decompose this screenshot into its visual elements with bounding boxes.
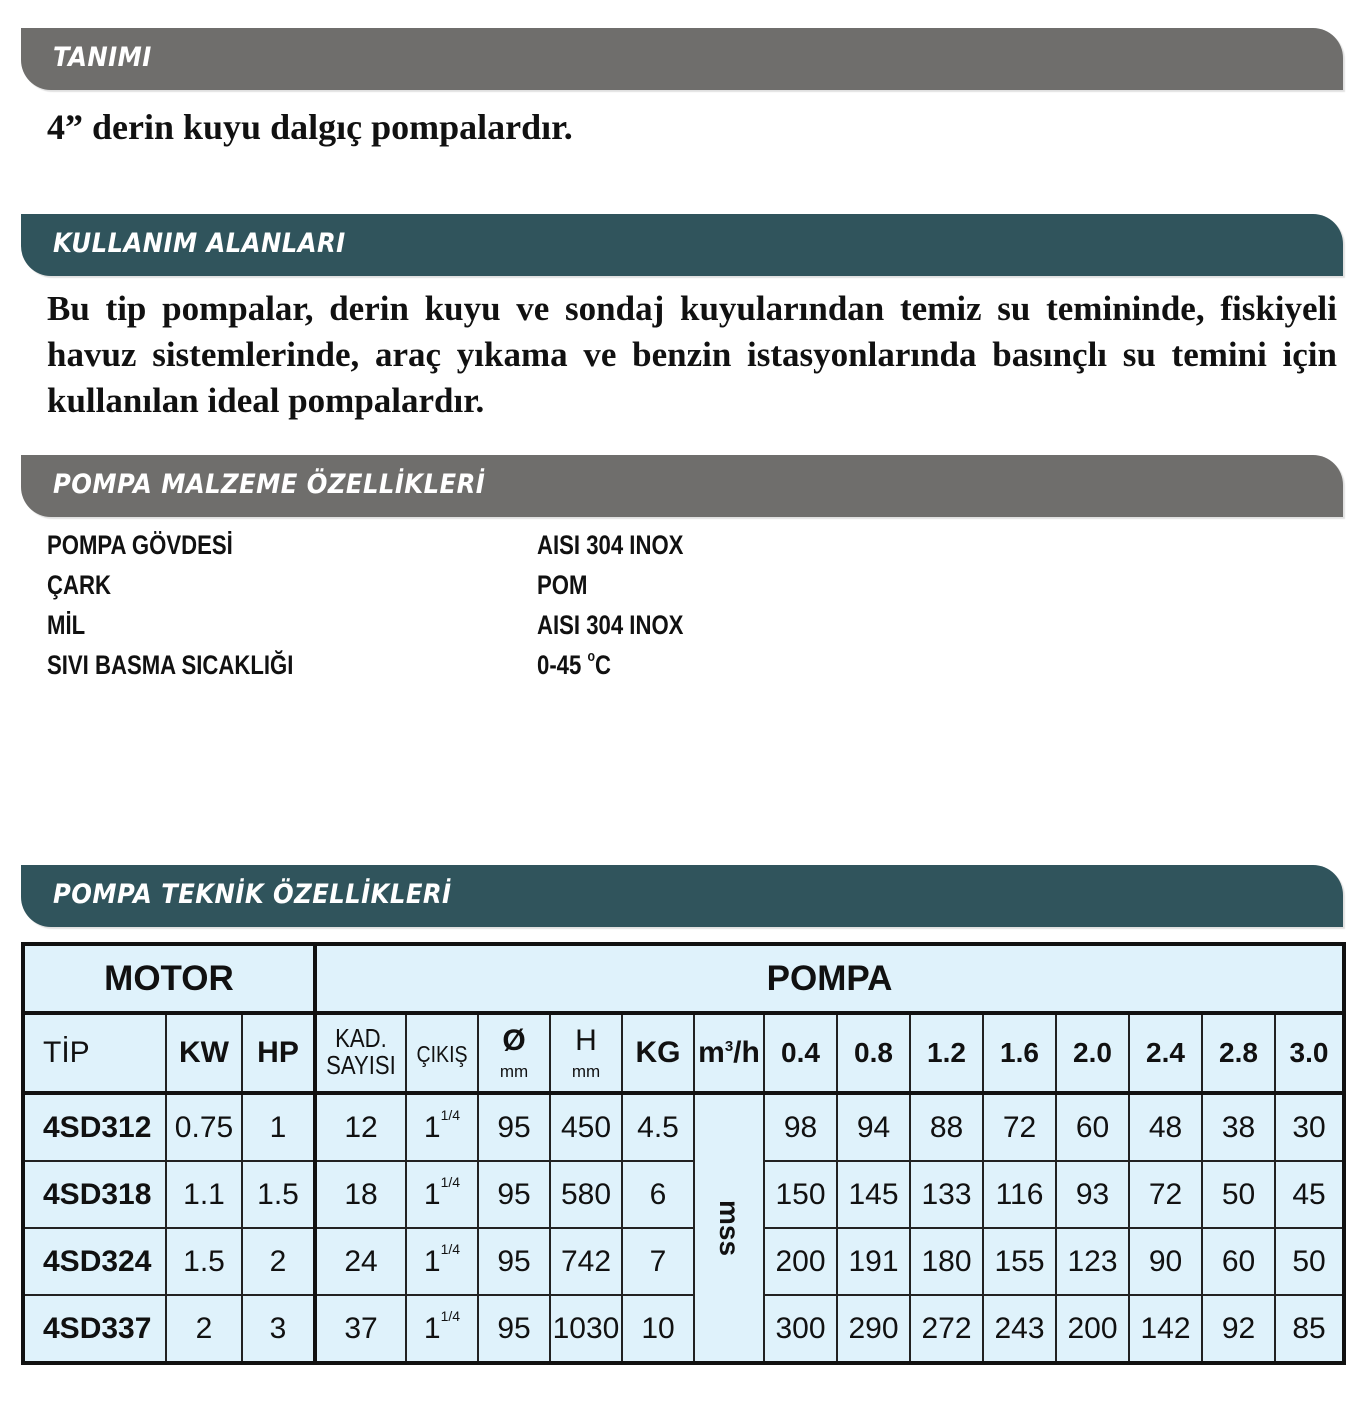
cell-head: 72 [1129,1161,1202,1228]
cell-head: 272 [910,1295,983,1363]
cell-diameter: 95 [478,1093,550,1161]
header-kg: KG [622,1013,694,1093]
cell-cikis [406,1161,478,1228]
header-kad-line1: KAD. [335,1022,387,1053]
cell-tip: 4SD318 [23,1161,166,1228]
cikis-fraction: 1/4 [440,1307,461,1324]
header-flow-unit [694,1013,764,1093]
material-value-shaft: AISI 304 INOX [537,610,684,640]
cell-kg: 10 [622,1295,694,1363]
material-label-shaft: MİL [47,610,86,640]
head-unit-cell [694,1093,764,1363]
cell-tip: 4SD324 [23,1228,166,1295]
table-row [23,1093,1344,1161]
degree-symbol: o [587,648,596,665]
cell-head: 88 [910,1093,983,1161]
cikis-whole: 1 [423,1311,441,1345]
cell-tip: 4SD337 [23,1295,166,1363]
header-flow: 2.8 [1202,1013,1275,1093]
header-flow: 1.2 [910,1013,983,1093]
cikis-fraction: 1/4 [440,1106,461,1123]
cell-head: 133 [910,1161,983,1228]
cell-head: 145 [837,1161,910,1228]
cikis-fraction: 1/4 [440,1173,461,1190]
cell-diameter: 95 [478,1161,550,1228]
cell-head: 155 [983,1228,1056,1295]
temperature-range: 0-45 [537,650,582,680]
table-row [23,1161,1344,1228]
cell-diameter: 95 [478,1295,550,1363]
section-header-malzeme [21,455,1343,517]
header-tip: TİP [23,1013,166,1093]
cell-head: 243 [983,1295,1056,1363]
header-flow: 2.0 [1056,1013,1129,1093]
cell-head: 48 [1129,1093,1202,1161]
cell-head: 93 [1056,1161,1129,1228]
header-kad-sayisi [315,1013,406,1093]
cell-head: 191 [837,1228,910,1295]
cell-head: 92 [1202,1295,1275,1363]
cell-kad: 12 [315,1093,406,1161]
cell-head: 142 [1129,1295,1202,1363]
cell-hp: 1.5 [242,1161,315,1228]
group-header-row [23,944,1344,1013]
cell-head: 94 [837,1093,910,1161]
header-cikis [406,1013,478,1093]
cell-height: 1030 [550,1295,622,1363]
cell-head: 38 [1202,1093,1275,1161]
section-title: POMPA TEKNİK ÖZELLİKLERİ [53,879,452,910]
cell-head: 72 [983,1093,1056,1161]
cell-kad: 18 [315,1161,406,1228]
cell-head: 85 [1275,1295,1344,1363]
cell-head: 116 [983,1161,1056,1228]
header-cikis-label: ÇIKIŞ [416,1041,468,1067]
cell-tip: 4SD312 [23,1093,166,1161]
cell-head: 290 [837,1295,910,1363]
cell-kw: 1.1 [166,1161,242,1228]
table-row [23,1295,1344,1363]
material-value-impeller: POM [537,570,588,600]
header-flow: 2.4 [1129,1013,1202,1093]
cell-kg: 4.5 [622,1093,694,1161]
header-flow: 3.0 [1275,1013,1344,1093]
cikis-fraction: 1/4 [440,1240,461,1257]
temperature-unit: C [595,650,611,680]
cell-head: 30 [1275,1093,1344,1161]
section-title: TANIMI [53,42,152,73]
material-label-body: POMPA GÖVDESİ [47,530,233,560]
cell-kw: 2 [166,1295,242,1363]
usage-text: Bu tip pompalar, derin kuyu ve sondaj kuyularından temiz su temininde, fiskiyeli havuz sistemlerinde, araç yıkama ve benzin istasyonlarında basınçlı su temini için kullanılan ideal pompalardır. [47,289,1337,420]
header-kw: KW [166,1013,242,1093]
header-flow: 0.4 [764,1013,837,1093]
cell-head: 123 [1056,1228,1129,1295]
section-header-tanimi [21,28,1343,90]
flow-unit-base: m [698,1036,725,1069]
diameter-symbol: Ø [502,1024,526,1057]
header-flow: 0.8 [837,1013,910,1093]
cell-head: 60 [1056,1093,1129,1161]
flow-unit-sup: 3 [724,1038,734,1055]
cell-diameter: 95 [478,1228,550,1295]
cell-head: 200 [764,1228,837,1295]
cell-cikis [406,1093,478,1161]
table-row [23,1228,1344,1295]
cell-hp: 1 [242,1093,315,1161]
cell-cikis [406,1228,478,1295]
cell-head: 200 [1056,1295,1129,1363]
column-header-row [23,1013,1344,1093]
diameter-unit: mm [499,1062,529,1081]
cell-height: 450 [550,1093,622,1161]
technical-spec-table [21,942,1346,1365]
cell-head: 98 [764,1093,837,1161]
height-unit: mm [571,1062,601,1081]
header-hp: HP [242,1013,315,1093]
cikis-whole: 1 [423,1177,441,1211]
cell-head: 300 [764,1295,837,1363]
head-unit-label: mss [713,1199,745,1257]
section-title: KULLANIM ALANLARI [53,228,346,259]
flow-unit-rest: /h [733,1036,760,1069]
header-kad-line2: SAYISI [326,1049,396,1080]
description-text: 4” derin kuyu dalgıç pompalardır. [47,107,573,147]
cell-head: 90 [1129,1228,1202,1295]
cell-kw: 0.75 [166,1093,242,1161]
cell-head: 180 [910,1228,983,1295]
height-label: H [575,1024,597,1057]
cell-height: 742 [550,1228,622,1295]
cell-cikis [406,1295,478,1363]
material-label-impeller: ÇARK [47,570,111,600]
material-value-body: AISI 304 INOX [537,530,684,560]
cell-kg: 7 [622,1228,694,1295]
cell-hp: 2 [242,1228,315,1295]
cell-kad: 24 [315,1228,406,1295]
section-header-teknik [21,865,1343,927]
cell-head: 50 [1202,1161,1275,1228]
motor-group-header: MOTOR [23,944,315,1013]
header-diameter [478,1013,550,1093]
material-value-temperature [537,650,611,681]
section-title: POMPA MALZEME ÖZELLİKLERİ [53,469,486,500]
cikis-whole: 1 [423,1110,441,1144]
pompa-group-header: POMPA [315,944,1344,1013]
cell-head: 150 [764,1161,837,1228]
cell-kw: 1.5 [166,1228,242,1295]
cell-head: 45 [1275,1161,1344,1228]
header-height [550,1013,622,1093]
material-label-temperature: SIVI BASMA SICAKLIĞI [47,650,294,680]
cell-height: 580 [550,1161,622,1228]
section-header-kullanim [21,214,1343,276]
header-flow: 1.6 [983,1013,1056,1093]
cell-hp: 3 [242,1295,315,1363]
cell-head: 60 [1202,1228,1275,1295]
cell-kad: 37 [315,1295,406,1363]
cell-head: 50 [1275,1228,1344,1295]
cell-kg: 6 [622,1161,694,1228]
cikis-whole: 1 [423,1244,441,1278]
